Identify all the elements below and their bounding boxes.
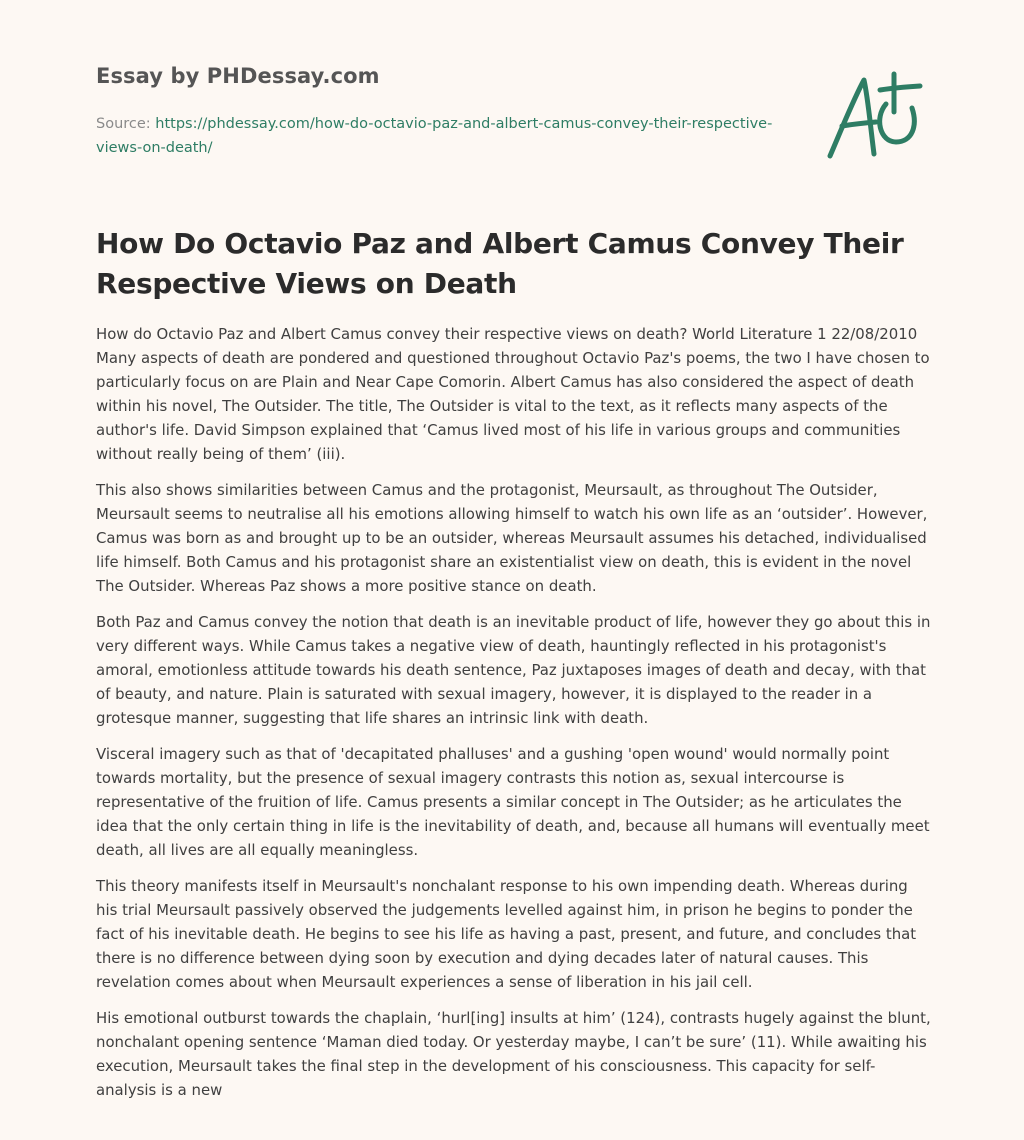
page-header xyxy=(96,0,928,200)
essay-paragraph: His emotional outburst towards the chaplain, ‘hurl[ing] insults at him’ (124), contrasts hugely against the blunt, nonchalant opening sentence ‘Maman died today. Or yesterday maybe, I can’t be sure’ (11). While awaiting his execution, Meursault takes the final step in the development of his consciousness. This capacity for self-analysis is a new xyxy=(96,1009,931,1099)
essay-paragraph: Visceral imagery such as that of 'decapitated phalluses' and a gushing 'open wound' would normally point towards mortality, but the presence of sexual imagery contrasts this notion as, sexual intercourse is representative of the fruition of life. Camus presents a similar concept in The Outsider; as he articulates the idea that the only certain thing in life is the inevitability of death, and, because all humans will eventually meet death, all lives are all equally meaningless. xyxy=(96,745,930,859)
essay-paragraph: Both Paz and Camus convey the notion that death is an inevitable product of life, however they go about this in very different ways. While Camus takes a negative view of death, hauntingly reflected in his protagonist's amoral, emotionless attitude towards his death sentence, Paz juxtaposes images of death and decay, with that of beauty, and nature. Plain is saturated with sexual imagery, however, it is displayed to the reader in a grotesque manner, suggesting that life shares an intrinsic link with death. xyxy=(96,613,931,727)
essay-paragraph: This theory manifests itself in Meursault's nonchalant response to his own impending death. Whereas during his trial Meursault passively observed the judgements levelled against him, in prison he begins to ponder the fact of his inevitable death. He begins to see his life as having a past, present, and future, and concludes that there is no difference between dying soon by execution and dying decades later of natural causes. This revelation comes about when Meursault experiences a sense of liberation in his jail cell. xyxy=(96,877,917,991)
essay-body xyxy=(96,322,932,1114)
source-label: Source: xyxy=(96,116,156,132)
essay-title: How Do Octavio Paz and Albert Camus Convey Their Respective Views on Death xyxy=(96,227,904,300)
source-link[interactable]: https://phdessay.com/how-do-octavio-paz-and-albert-camus-convey-their-respective-views-on-death/ xyxy=(96,116,773,156)
essay-paragraph: How do Octavio Paz and Albert Camus convey their respective views on death? World Literature 1 22/08/2010 Many aspects of death are pondered and questioned throughout Octavio Paz's poems, the two I have chosen to particularly focus on are Plain and Near Cape Comorin. Albert Camus has also considered the aspect of death within his novel, The Outsider. The title, The Outsider is vital to the text, as it reflects many aspects of the author's life. David Simpson explained that ‘Camus lived most of his life in various groups and communities without really being of them’ (iii). xyxy=(96,325,930,463)
essay-paragraph: This also shows similarities between Camus and the protagonist, Meursault, as throughout The Outsider, Meursault seems to neutralise all his emotions allowing himself to watch his own life as an ‘outsider’. However, Camus was born as and brought up to be an outsider, whereas Meursault assumes his detached, individualised life himself. Both Camus and his protagonist share an existentialist view on death, this is evident in the novel The Outsider. Whereas Paz shows a more positive stance on death. xyxy=(96,481,928,595)
a-plus-grade-icon xyxy=(824,68,928,164)
site-brand: Essay by PHDessay.com xyxy=(96,64,380,88)
source-line xyxy=(96,112,776,160)
